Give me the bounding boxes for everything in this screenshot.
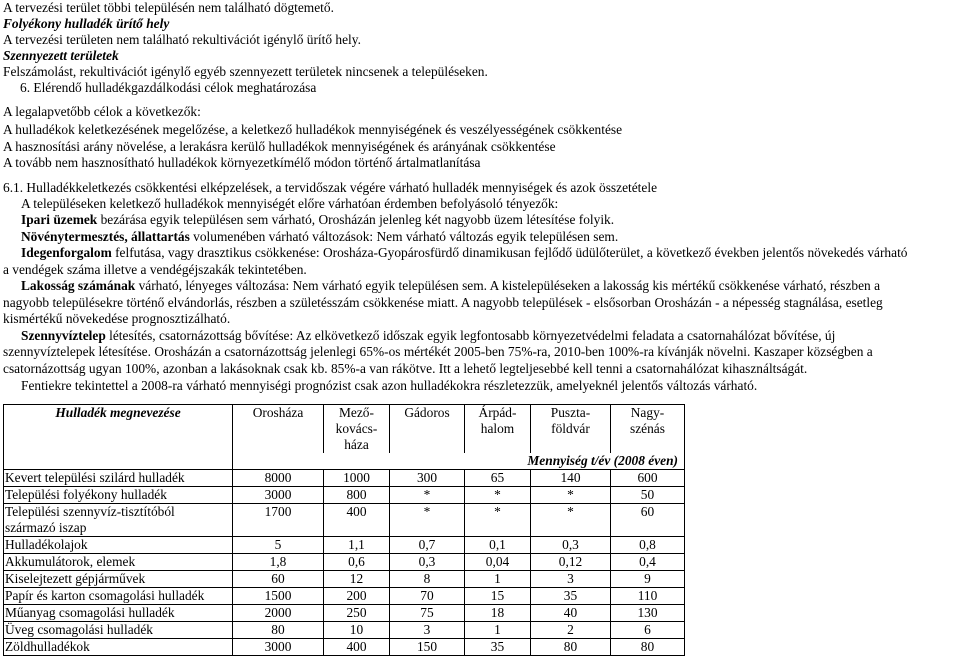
value-cell: 3000: [233, 487, 324, 504]
section-heading: Szennyezett területek: [3, 48, 119, 63]
column-header-line: Gádoros: [404, 405, 450, 420]
column-header: [531, 405, 611, 454]
paragraph-ipari: [21, 212, 614, 229]
column-header-line: Nagy-: [630, 405, 665, 420]
value-cell: 6: [611, 622, 685, 639]
paragraph-text: volumenében várható változások: Nem várható változás egyik településen sem.: [189, 229, 619, 244]
value-cell: 65: [465, 470, 531, 487]
column-header: [390, 405, 465, 454]
text-line: Felszámolást, rekultivációt igénylő egyéb szennyezett területek nincsenek a településeken.: [3, 64, 488, 79]
value-cell: 2: [531, 622, 611, 639]
column-header-name: Hulladék megnevezése: [4, 405, 233, 470]
value-cell: 60: [611, 504, 685, 537]
value-cell: 18: [465, 605, 531, 622]
value-cell: 9: [611, 571, 685, 588]
paragraph-lakos: [21, 278, 880, 295]
table-row: [4, 622, 685, 639]
table-row: [4, 504, 685, 537]
value-cell: 0,8: [611, 537, 685, 554]
value-cell: 150: [390, 639, 465, 656]
column-header-line: Puszta-: [550, 405, 591, 420]
text-line: Fentiekre tekintettel a 2008-ra várható mennyiségi prognózist csak azon hulladékokra részletezzük, amelyeknél jelentős változás várható.: [21, 378, 758, 393]
value-cell: *: [465, 504, 531, 537]
value-cell: 1000: [324, 470, 390, 487]
value-cell: 800: [324, 487, 390, 504]
table-row: [4, 537, 685, 554]
row-label: Kevert települési szilárd hulladék: [4, 470, 233, 487]
column-header-line: szénás: [630, 421, 665, 436]
value-cell: 110: [611, 588, 685, 605]
text-line: A tervezési terület többi településén nem található dögtemető.: [3, 0, 334, 15]
value-cell: 0,04: [465, 554, 531, 571]
value-cell: 8000: [233, 470, 324, 487]
subchapter-heading: 6.1. Hulladékkeletkezés csökkentési elképzelések, a tervidőszak végére várható hulladék mennyiségek és azok összetétele: [3, 180, 658, 195]
value-cell: 1,8: [233, 554, 324, 571]
goal-item: A hulladékok keletkezésének megelőzése, a keletkező hulladékok mennyiségének és veszélyességének csökkentése: [3, 122, 623, 137]
text-line: a vendégek száma illetve a vendégéjszakák tekintetében.: [3, 262, 307, 277]
value-cell: 1700: [233, 504, 324, 537]
row-label: Papír és karton csomagolási hulladék: [4, 588, 233, 605]
value-cell: 200: [324, 588, 390, 605]
value-cell: 15: [465, 588, 531, 605]
column-header: [233, 405, 324, 454]
value-cell: 0,4: [611, 554, 685, 571]
column-header: [611, 405, 685, 454]
table-row: [4, 487, 685, 504]
value-cell: 600: [611, 470, 685, 487]
text-line: kismértékű növekedése prognosztizálható.: [3, 311, 231, 326]
row-label-line: származó iszap: [5, 520, 87, 535]
row-label: Műanyag csomagolási hulladék: [4, 605, 233, 622]
paragraph-szenny: [21, 328, 835, 345]
row-label: [4, 504, 233, 537]
value-cell: 0,1: [465, 537, 531, 554]
row-label: Kiselejtezett gépjárművek: [4, 571, 233, 588]
text-line: csatornázottság ugyan 100%, azonban a lakásoknak csak kb. 85%-a van rákötve. Itt a lehető legteljesebbé kell tenni a csatornahálózat kihasználtságát.: [3, 361, 808, 376]
row-label: Zöldhulladékok: [4, 639, 233, 656]
value-cell: *: [465, 487, 531, 504]
value-cell: 80: [233, 622, 324, 639]
value-cell: *: [531, 487, 611, 504]
value-cell: *: [390, 487, 465, 504]
goal-item: A tovább nem hasznosítható hulladékok környezetkímélő módon történő ártalmatlanítása: [3, 155, 481, 170]
value-cell: 0,3: [531, 537, 611, 554]
value-cell: 8: [390, 571, 465, 588]
text-line: nagyobb településekre történő elvándorlás, részben a születésszám csökkenése miatt. A nagyobb települések - elsősorban Orosházán - a népesség stagnálása, esetleg: [3, 295, 883, 310]
value-cell: 80: [611, 639, 685, 656]
value-cell: 140: [531, 470, 611, 487]
column-header: [465, 405, 531, 454]
value-cell: 0,7: [390, 537, 465, 554]
table-header-row: [4, 405, 685, 454]
value-cell: *: [390, 504, 465, 537]
value-cell: 5: [233, 537, 324, 554]
value-cell: 0,12: [531, 554, 611, 571]
value-cell: 60: [233, 571, 324, 588]
value-cell: 400: [324, 639, 390, 656]
row-label: Akkumulátorok, elemek: [4, 554, 233, 571]
value-cell: 0,6: [324, 554, 390, 571]
row-label: Települési folyékony hulladék: [4, 487, 233, 504]
value-cell: 1500: [233, 588, 324, 605]
paragraph-idegen: [21, 245, 908, 262]
bold-term: Növénytermesztés, állattartás: [21, 229, 190, 244]
chapter-heading: 6. Elérendő hulladékgazdálkodási célok meghatározása: [20, 80, 317, 95]
value-cell: 35: [465, 639, 531, 656]
column-header-line: földvár: [551, 421, 590, 436]
paragraph-text: bezárása egyik településen sem várható, Orosházán jelenleg két nagyobb üzem létesítése folyik.: [97, 212, 615, 227]
text-line: A legalapvetőbb célok a következők:: [3, 104, 201, 119]
bold-term: Ipari üzemek: [21, 212, 98, 227]
value-cell: 70: [390, 588, 465, 605]
value-cell: 3: [390, 622, 465, 639]
value-cell: 1: [465, 571, 531, 588]
forecast-table: [3, 404, 685, 656]
bold-term: Lakosság számának: [21, 278, 136, 293]
table-row: [4, 571, 685, 588]
bold-term: Szennyvíztelep: [21, 328, 106, 343]
column-header: [324, 405, 390, 454]
value-cell: 300: [390, 470, 465, 487]
row-label: Üveg csomagolási hulladék: [4, 622, 233, 639]
table-row: [4, 554, 685, 571]
column-header-line: háza: [344, 437, 369, 452]
row-label-line: Települési szennyvíz-tisztítóból: [5, 504, 175, 519]
value-cell: 75: [390, 605, 465, 622]
value-cell: 10: [324, 622, 390, 639]
value-cell: *: [531, 504, 611, 537]
table-row: [4, 605, 685, 622]
section-heading: Folyékony hulladék ürítő hely: [3, 16, 170, 31]
value-cell: 1: [465, 622, 531, 639]
text-line: A településeken keletkező hulladékok mennyiségét előre várhatóan érdemben befolyásoló tényezők:: [21, 196, 559, 211]
row-label: Hulladékolajok: [4, 537, 233, 554]
value-cell: 250: [324, 605, 390, 622]
goal-item: A hasznosítási arány növelése, a lerakásra kerülő hulladékok mennyiségének és arányának csökkentése: [3, 139, 556, 154]
paragraph-noveny: [21, 229, 618, 246]
value-cell: 40: [531, 605, 611, 622]
paragraph-text: felfutása, vagy drasztikus csökkenése: Orosháza-Gyopárosfürdő dinamikusan fejlődő üdülőterület, a következő években jelentős növekedés várható: [111, 245, 908, 260]
value-cell: 3000: [233, 639, 324, 656]
value-cell: 1,1: [324, 537, 390, 554]
column-header-line: Orosházа: [252, 405, 304, 420]
paragraph-text: létesítés, csatornázottság bővítése: Az elkövetkező időszak egyik legfontosabb környezetvédelmi feladata a csatornahálózat bővítése, új: [105, 328, 836, 343]
value-cell: 35: [531, 588, 611, 605]
unit-label: Mennyiség t/év (2008 éven): [233, 453, 685, 470]
paragraph-text: várható, lényeges változása: Nem várható egyik településen sem. A kistelepüléseken a lakosság kis mértékű csökkenése várható, részben a: [135, 278, 881, 293]
table-row: [4, 588, 685, 605]
text-line: A tervezési területen nem található rekultivációt igénylő ürítő hely.: [3, 32, 361, 47]
text-line: szennyvíztelepek létesítése. Orosházán a csatornázottság jelenlegi 65%-os mértékét 2005-ben 75%-ra, 2010-ben 100%-ra kívánják növelni. Kaszaper községben a: [3, 344, 873, 359]
value-cell: 130: [611, 605, 685, 622]
value-cell: 3: [531, 571, 611, 588]
column-header-line: halom: [480, 421, 515, 436]
value-cell: 400: [324, 504, 390, 537]
column-header-line: Mező-: [339, 405, 374, 420]
table-body: [4, 405, 685, 656]
table-row: [4, 639, 685, 656]
value-cell: 2000: [233, 605, 324, 622]
value-cell: 80: [531, 639, 611, 656]
column-header-line: Árpád-: [478, 405, 517, 420]
value-cell: 0,3: [390, 554, 465, 571]
value-cell: 12: [324, 571, 390, 588]
value-cell: 50: [611, 487, 685, 504]
bold-term: Idegenforgalom: [21, 245, 112, 260]
column-header-line: kovács-: [335, 421, 378, 436]
table-row: [4, 470, 685, 487]
